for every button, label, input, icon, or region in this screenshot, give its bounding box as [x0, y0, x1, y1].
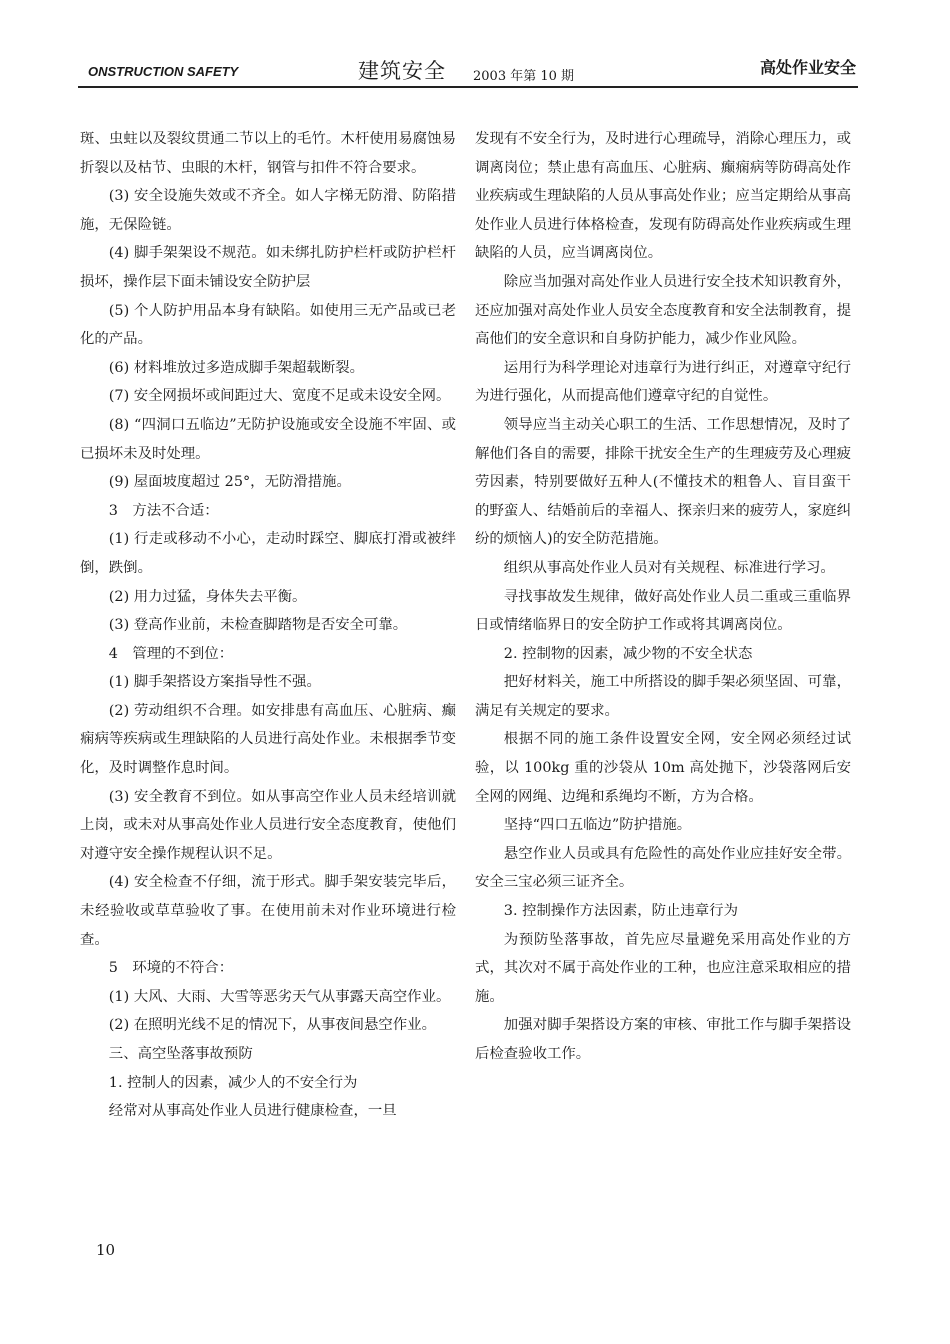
paragraph: 5 环境的不符合：	[108, 960, 234, 977]
paragraph: 3 方法不合适：	[108, 502, 219, 519]
paragraph: (4) 脚手架架设不规范。如未绑扎防护栏杆或防护栏杆损坏，操作层下面未铺设安全防护层	[80, 245, 456, 290]
paragraph: 根据不同的施工条件设置安全网，安全网必须经过试验，以 100kg 重的沙袋从 10m 高处抛下，沙袋落网后安全网的网绳、边绳和系绳均不断，方为合格。	[475, 731, 851, 805]
paragraph: (4) 安全检查不仔细，流于形式。脚手架安装完毕后，未经验收或草草验收了事。在使用前未对作业环境进行检查。	[80, 874, 456, 948]
paragraph: 组织从事高处作业人员对有关规程、标准进行学习。	[503, 559, 835, 576]
paragraph: (9) 屋面坡度超过 25°，无防滑措施。	[108, 474, 351, 491]
paragraph: 4 管理的不到位：	[108, 645, 234, 662]
paragraph: (3) 安全教育不到位。如从事高空作业人员未经培训就上岗，或未对从事高处作业人员进行安全态度教育，使他们对遵守安全操作规程认识不足。	[80, 788, 456, 862]
paragraph: (8) “四洞口五临边”无防护设施或安全设施不牢固、或已损坏未及时处理。	[80, 416, 456, 462]
paragraph: (3) 登高作业前，未检查脚踏物是否安全可靠。	[108, 617, 408, 634]
section-title: 高处作业安全	[759, 58, 856, 77]
paragraph: 悬空作业人员或具有危险性的高处作业应挂好安全带。安全三宝必须三证齐全。	[475, 845, 851, 891]
right-column	[475, 125, 851, 1069]
paragraph: 2. 控制物的因素，减少物的不安全状态	[503, 645, 753, 662]
paragraph: 加强对脚手架搭设方案的审核、审批工作与脚手架搭设后检查验收工作。	[475, 1017, 851, 1062]
paragraph: 把好材料关，施工中所搭设的脚手架必须坚固、可靠，满足有关规定的要求。	[475, 674, 851, 719]
paragraph: (2) 劳动组织不合理。如安排患有高血压、心脏病、癫痫病等疾病或生理缺陷的人员进行高处作业。未根据季节变化，及时调整作息时间。	[80, 702, 456, 777]
paragraph: 3. 控制操作方法因素，防止违章行为	[503, 903, 738, 920]
paragraph: (6) 材料堆放过多造成脚手架超载断裂。	[108, 359, 365, 376]
paragraph: 经常对从事高处作业人员进行健康检查，一旦	[108, 1103, 397, 1120]
paragraph: 发现有不安全行为，及时进行心理疏导，消除心理压力，或调离岗位；禁止患有高血压、心脏病、癫痫病等防碍高处作业疾病或生理缺陷的人员从事高处作业；应当定期给从事高处作业人员进行体格检查，发现有防碍高处作业疾病或生理缺陷的人员，应当调离岗位。	[475, 131, 851, 262]
paragraph: 斑、虫蛀以及裂纹贯通二节以上的毛竹。木杆使用易腐蚀易折裂以及枯节、虫眼的木杆，钢管与扣件不符合要求。	[80, 131, 456, 176]
paragraph: (7) 安全网损坏或间距过大、宽度不足或未设安全网。	[108, 388, 451, 405]
journal-english-name: ONSTRUCTION SAFETY	[88, 64, 239, 79]
paragraph: 寻找事故发生规律，做好高处作业人员二重或三重临界日或情绪临界日的安全防护工作或将其调离岗位。	[475, 588, 851, 634]
paragraph: (3) 安全设施失效或不齐全。如人字梯无防滑、防陷措施，无保险链。	[80, 188, 456, 233]
paragraph: 坚持“四口五临边”防护措施。	[503, 817, 692, 834]
header-rule	[78, 86, 858, 88]
paragraph: 运用行为科学理论对违章行为进行纠正，对遵章守纪行为进行强化，从而提高他们遵章守纪的自觉性。	[475, 359, 851, 405]
paragraph: (1) 脚手架搭设方案指导性不强。	[108, 674, 321, 691]
paragraph: 三、高空坠落事故预防	[108, 1046, 253, 1062]
paragraph: (5) 个人防护用品本身有缺陷。如使用三无产品或已老化的产品。	[80, 302, 456, 348]
paragraph: 除应当加强对高处作业人员进行安全技术知识教育外，还应加强对高处作业人员安全态度教育和安全法制教育，提高他们的安全意识和自身防护能力，减少作业风险。	[475, 273, 851, 348]
paragraph: 1. 控制人的因素，减少人的不安全行为	[108, 1074, 358, 1091]
paragraph: (2) 用力过猛，身体失去平衡。	[108, 588, 307, 605]
left-column	[80, 125, 456, 1126]
paragraph: (1) 大风、大雨、大雪等恶劣天气从事露天高空作业。	[108, 988, 451, 1005]
paragraph: (2) 在照明光线不足的情况下，从事夜间悬空作业。	[108, 1017, 436, 1034]
journal-title: 建筑安全	[358, 59, 446, 83]
page-number: 10	[96, 1241, 116, 1259]
paragraph: 为预防坠落事故，首先应尽量避免采用高处作业的方式，其次对不属于高处作业的工种，也应注意采取相应的措施。	[475, 931, 851, 1005]
paragraph: 领导应当主动关心职工的生活、工作思想情况，及时了解他们各自的需要，排除干扰安全生产的生理疲劳及心理疲劳因素，特别要做好五种人(不懂技术的粗鲁人、盲目蛮干的野蛮人、结婚前后的幸福人、探亲归来的疲劳人，家庭纠纷的烦恼人)的安全防范措施。	[475, 416, 851, 548]
issue-label: 2003 年第 10 期	[473, 69, 575, 84]
paragraph: (1) 行走或移动不小心，走动时踩空、脚底打滑或被绊倒，跌倒。	[80, 531, 456, 576]
page-header	[78, 52, 858, 86]
